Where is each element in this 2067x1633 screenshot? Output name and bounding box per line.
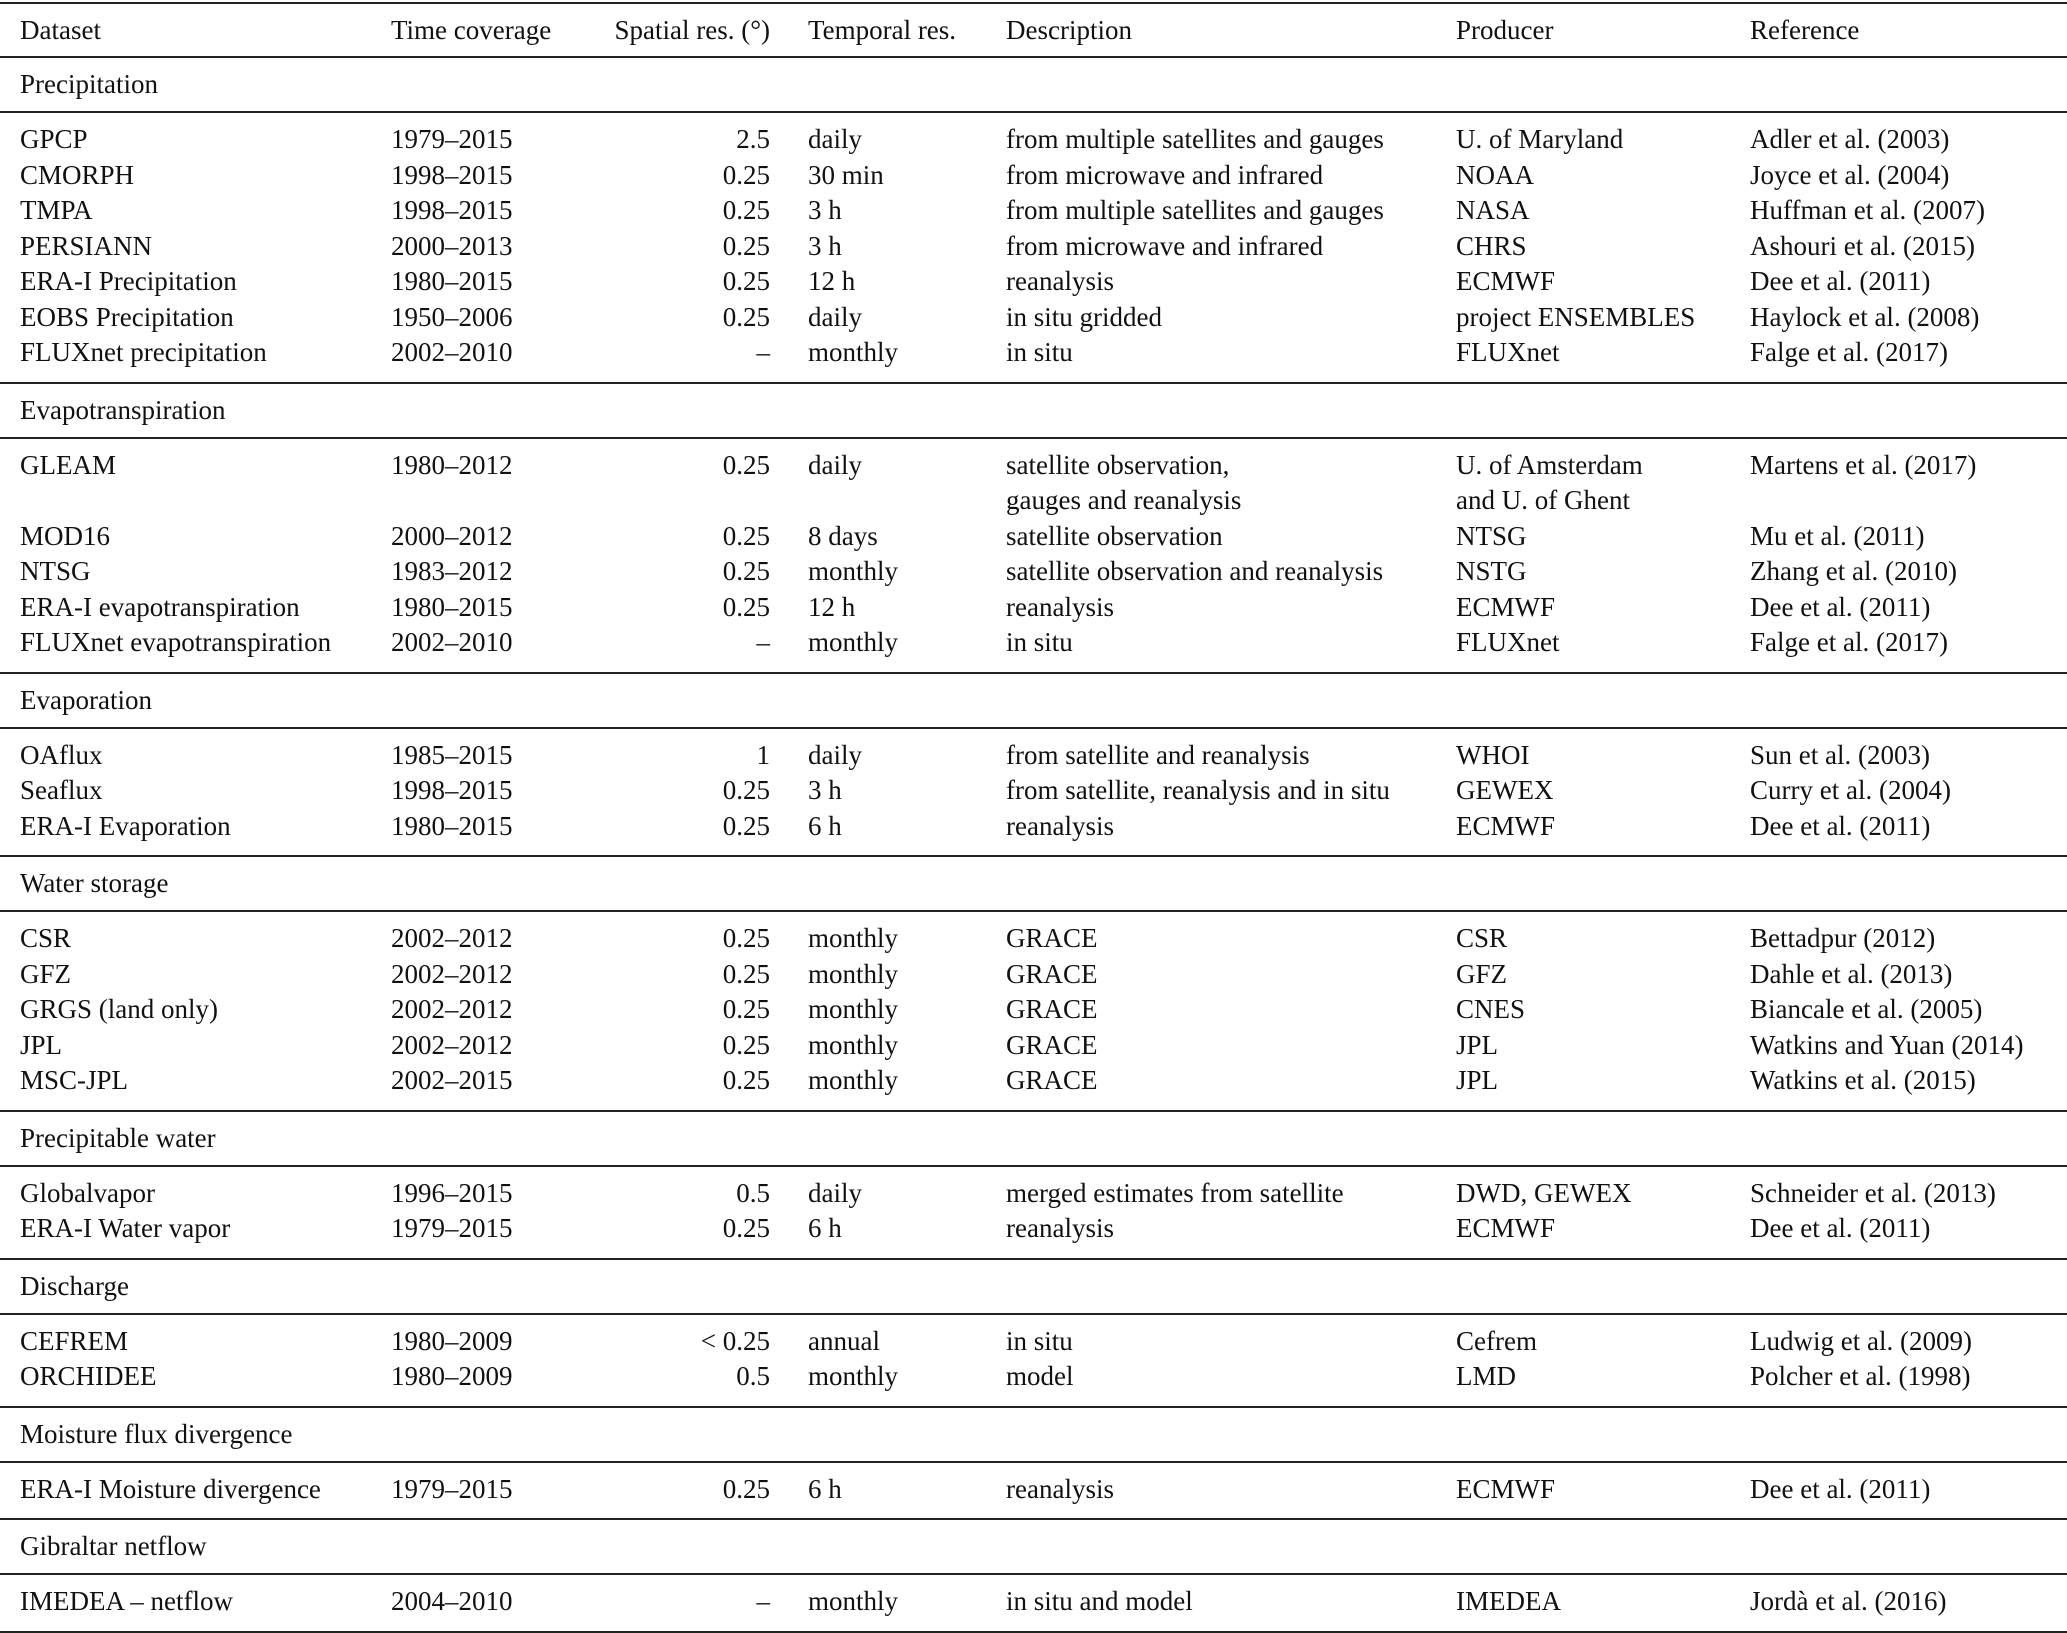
cell-time-coverage: 1998–2015 (391, 159, 513, 190)
cell-producer: U. of Maryland (1456, 124, 1624, 154)
cell-time-coverage: 1980–2009 (391, 1361, 513, 1391)
cell-spatial-res: 1 (756, 739, 770, 770)
cell-spatial-res: 0.25 (722, 923, 770, 953)
cell-temporal-res: 6 h (808, 1213, 842, 1243)
table-row (0, 809, 2067, 845)
cell-time-coverage: 1979–2015 (391, 1213, 513, 1243)
table-row (0, 1584, 2067, 1620)
section-header (0, 58, 2067, 113)
cell-temporal-res: monthly (808, 1065, 899, 1095)
cell-description: model (1006, 1361, 1074, 1391)
cell-time-coverage: 2000–2012 (391, 520, 513, 551)
cell-temporal-res: 6 h (808, 1473, 842, 1504)
cell-producer: ECMWF (1456, 591, 1556, 622)
cell-spatial-res: – (756, 627, 770, 657)
table-body (0, 58, 2067, 1633)
cell-description: from satellite, reanalysis and in situ (1006, 775, 1390, 805)
section-header (0, 1520, 2067, 1575)
cell-temporal-res: monthly (808, 1029, 899, 1060)
cell-dataset: ERA-I Moisture divergence (20, 1473, 321, 1504)
cell-producer: NOAA (1456, 159, 1534, 190)
cell-reference: Biancale et al. (2005) (1750, 994, 1983, 1024)
section-header (0, 384, 2067, 439)
cell-description: satellite observation and reanalysis (1006, 556, 1384, 586)
section-title: Moisture flux divergence (20, 1418, 293, 1449)
table-row (0, 625, 2067, 661)
cell-time-coverage: 1980–2012 (391, 449, 513, 480)
cell-dataset: GRGS (land only) (20, 994, 218, 1024)
cell-spatial-res: 0.25 (722, 775, 770, 805)
cell-reference: Dee et al. (2011) (1750, 1473, 1931, 1504)
cell-producer: U. of Amsterdam (1456, 449, 1643, 480)
section-group (0, 912, 2067, 1112)
table-row (0, 957, 2067, 993)
cell-reference: Dee et al. (2011) (1750, 591, 1931, 622)
cell-dataset: GLEAM (20, 449, 116, 480)
cell-producer: ECMWF (1456, 1473, 1556, 1504)
cell-description: GRACE (1006, 923, 1098, 953)
cell-time-coverage: 1979–2015 (391, 124, 513, 154)
cell-temporal-res: daily (808, 449, 862, 480)
cell-temporal-res: monthly (808, 556, 899, 586)
cell-temporal-res: daily (808, 124, 862, 154)
table-row (0, 158, 2067, 194)
cell-time-coverage: 2002–2010 (391, 627, 513, 657)
cell-temporal-res: annual (808, 1325, 880, 1356)
cell-producer: JPL (1456, 1029, 1499, 1060)
cell-spatial-res: 0.25 (722, 520, 770, 551)
table-row (0, 335, 2067, 371)
cell-temporal-res: monthly (808, 337, 899, 367)
cell-dataset: ERA-I Precipitation (20, 266, 237, 296)
cell-dataset: MSC-JPL (20, 1065, 129, 1095)
cell-time-coverage: 1980–2015 (391, 810, 513, 841)
cell-description: in situ and model (1006, 1586, 1193, 1616)
cell-reference: Dee et al. (2011) (1750, 1213, 1931, 1243)
table-row (0, 1176, 2067, 1212)
cell-spatial-res: 0.5 (736, 1177, 770, 1208)
cell-description: merged estimates from satellite (1006, 1177, 1344, 1208)
cell-time-coverage: 2004–2010 (391, 1586, 513, 1616)
cell-temporal-res: daily (808, 301, 862, 332)
section-title: Gibraltar netflow (20, 1531, 207, 1561)
cell-time-coverage: 1979–2015 (391, 1473, 513, 1504)
table-row (0, 773, 2067, 809)
cell-temporal-res: monthly (808, 1586, 899, 1616)
cell-reference: Haylock et al. (2008) (1750, 301, 1980, 332)
cell-reference: Dee et al. (2011) (1750, 810, 1931, 841)
cell-temporal-res: 3 h (808, 195, 842, 225)
cell-temporal-res: monthly (808, 923, 899, 953)
cell-spatial-res: 0.25 (722, 1029, 770, 1060)
cell-producer: ECMWF (1456, 1213, 1556, 1243)
section-group (0, 1167, 2067, 1260)
table-row (0, 193, 2067, 229)
cell-description: GRACE (1006, 1029, 1098, 1060)
cell-producer: JPL (1456, 1065, 1499, 1095)
cell-description: GRACE (1006, 958, 1098, 989)
section-header (0, 857, 2067, 912)
section-group (0, 729, 2067, 858)
cell-spatial-res: 0.25 (722, 1473, 770, 1504)
cell-temporal-res: 3 h (808, 230, 842, 261)
cell-dataset: GPCP (20, 124, 88, 154)
cell-description: reanalysis (1006, 1213, 1114, 1243)
table-header (0, 4, 2067, 58)
table-row (0, 483, 2067, 519)
cell-spatial-res: 0.25 (722, 449, 770, 480)
cell-dataset: Seaflux (20, 775, 103, 805)
table-row (0, 1324, 2067, 1360)
cell-producer: DWD, GEWEX (1456, 1177, 1632, 1208)
cell-temporal-res: 8 days (808, 520, 878, 551)
cell-producer: and U. of Ghent (1456, 485, 1630, 515)
header-dataset: Dataset (20, 15, 101, 45)
cell-description: reanalysis (1006, 591, 1114, 622)
cell-temporal-res: 6 h (808, 810, 842, 841)
section-group (0, 1315, 2067, 1408)
section-header (0, 1408, 2067, 1463)
cell-producer: ECMWF (1456, 810, 1556, 841)
cell-description: GRACE (1006, 994, 1098, 1024)
cell-reference: Bettadpur (2012) (1750, 923, 1936, 953)
cell-producer: CSR (1456, 923, 1508, 953)
cell-dataset: CMORPH (20, 159, 135, 190)
cell-dataset: JPL (20, 1029, 63, 1060)
cell-reference: Adler et al. (2003) (1750, 124, 1950, 154)
cell-dataset: PERSIANN (20, 230, 153, 261)
cell-producer: FLUXnet (1456, 337, 1560, 367)
cell-temporal-res: 12 h (808, 266, 856, 296)
cell-time-coverage: 1998–2015 (391, 775, 513, 805)
cell-reference: Huffman et al. (2007) (1750, 195, 1985, 225)
cell-time-coverage: 2002–2015 (391, 1065, 513, 1095)
cell-time-coverage: 1985–2015 (391, 739, 513, 770)
cell-description: from microwave and infrared (1006, 159, 1324, 190)
table-row (0, 300, 2067, 336)
cell-time-coverage: 1950–2006 (391, 301, 513, 332)
cell-reference: Polcher et al. (1998) (1750, 1361, 1971, 1391)
cell-dataset: Globalvapor (20, 1177, 155, 1208)
cell-producer: Cefrem (1456, 1325, 1537, 1356)
table-row (0, 992, 2067, 1028)
cell-producer: FLUXnet (1456, 627, 1560, 657)
section-title: Water storage (20, 868, 169, 898)
table-row (0, 229, 2067, 265)
section-header (0, 1260, 2067, 1315)
cell-spatial-res: 0.25 (722, 266, 770, 296)
cell-reference: Falge et al. (2017) (1750, 337, 1948, 367)
cell-reference: Ludwig et al. (2009) (1750, 1325, 1972, 1356)
cell-description: gauges and reanalysis (1006, 485, 1242, 515)
cell-reference: Mu et al. (2011) (1750, 520, 1925, 551)
table-row (0, 1063, 2067, 1099)
cell-time-coverage: 2002–2012 (391, 994, 513, 1024)
cell-reference: Ashouri et al. (2015) (1750, 230, 1975, 261)
cell-dataset: FLUXnet precipitation (20, 337, 267, 367)
cell-producer: project ENSEMBLES (1456, 301, 1696, 332)
cell-spatial-res: 0.25 (722, 230, 770, 261)
cell-dataset: ERA-I Evaporation (20, 810, 231, 841)
table-row (0, 519, 2067, 555)
cell-time-coverage: 1980–2015 (391, 591, 513, 622)
cell-spatial-res: 0.25 (722, 1065, 770, 1095)
cell-time-coverage: 1980–2015 (391, 266, 513, 296)
header-producer: Producer (1456, 15, 1554, 45)
table-row (0, 1211, 2067, 1247)
cell-producer: NTSG (1456, 520, 1527, 551)
cell-description: in situ (1006, 627, 1073, 657)
cell-reference: Martens et al. (2017) (1750, 449, 1977, 480)
section-group (0, 113, 2067, 384)
cell-dataset: IMEDEA – netflow (20, 1586, 233, 1616)
datasets-table (0, 2, 2067, 1633)
section-title: Evapotranspiration (20, 394, 226, 425)
cell-description: reanalysis (1006, 1473, 1114, 1504)
cell-spatial-res: 0.25 (722, 591, 770, 622)
cell-spatial-res: 0.5 (736, 1361, 770, 1391)
section-group (0, 439, 2067, 674)
cell-description: in situ gridded (1006, 301, 1162, 332)
section-header (0, 1112, 2067, 1167)
cell-dataset: TMPA (20, 195, 93, 225)
table-row (0, 1472, 2067, 1508)
header-reference: Reference (1750, 15, 1860, 45)
cell-time-coverage: 2000–2013 (391, 230, 513, 261)
cell-description: from multiple satellites and gauges (1006, 195, 1384, 225)
cell-reference: Dahle et al. (2013) (1750, 958, 1953, 989)
cell-reference: Curry et al. (2004) (1750, 775, 1951, 805)
cell-time-coverage: 2002–2010 (391, 337, 513, 367)
cell-reference: Joyce et al. (2004) (1750, 159, 1950, 190)
cell-description: from satellite and reanalysis (1006, 739, 1310, 770)
table-row (0, 554, 2067, 590)
cell-time-coverage: 1983–2012 (391, 556, 513, 586)
cell-description: in situ (1006, 337, 1073, 367)
cell-producer: GEWEX (1456, 775, 1554, 805)
cell-spatial-res: < 0.25 (700, 1325, 770, 1356)
table-row (0, 590, 2067, 626)
table-row (0, 921, 2067, 957)
header-spatial-res: Spatial res. (°) (614, 15, 770, 45)
cell-spatial-res: 0.25 (722, 1213, 770, 1243)
cell-temporal-res: daily (808, 739, 862, 770)
cell-dataset: ERA-I Water vapor (20, 1213, 231, 1243)
table-row (0, 1359, 2067, 1395)
cell-temporal-res: monthly (808, 1361, 899, 1391)
cell-producer: CNES (1456, 994, 1526, 1024)
cell-producer: CHRS (1456, 230, 1527, 261)
cell-reference: Falge et al. (2017) (1750, 627, 1948, 657)
cell-producer: NASA (1456, 195, 1530, 225)
cell-spatial-res: – (756, 1586, 770, 1616)
cell-producer: NSTG (1456, 556, 1527, 586)
table-row (0, 264, 2067, 300)
cell-time-coverage: 1998–2015 (391, 195, 513, 225)
cell-spatial-res: – (756, 337, 770, 367)
cell-description: GRACE (1006, 1065, 1098, 1095)
table-row (0, 1028, 2067, 1064)
cell-time-coverage: 2002–2012 (391, 1029, 513, 1060)
cell-producer: GFZ (1456, 958, 1508, 989)
cell-time-coverage: 1996–2015 (391, 1177, 513, 1208)
table-row (0, 448, 2067, 484)
cell-reference: Schneider et al. (2013) (1750, 1177, 1996, 1208)
cell-spatial-res: 0.25 (722, 195, 770, 225)
cell-spatial-res: 0.25 (722, 159, 770, 190)
section-title: Evaporation (20, 684, 152, 715)
cell-description: satellite observation (1006, 520, 1223, 551)
cell-dataset: GFZ (20, 958, 72, 989)
cell-producer: LMD (1456, 1361, 1516, 1391)
header-description: Description (1006, 15, 1132, 45)
section-group (0, 1575, 2067, 1633)
cell-spatial-res: 0.25 (722, 958, 770, 989)
table-row (0, 738, 2067, 774)
cell-spatial-res: 0.25 (722, 810, 770, 841)
cell-time-coverage: 1980–2009 (391, 1325, 513, 1356)
cell-reference: Sun et al. (2003) (1750, 739, 1930, 770)
cell-reference: Dee et al. (2011) (1750, 266, 1931, 296)
cell-dataset: NTSG (20, 556, 91, 586)
cell-temporal-res: monthly (808, 994, 899, 1024)
cell-producer: WHOI (1456, 739, 1530, 770)
cell-dataset: MOD16 (20, 520, 111, 551)
cell-spatial-res: 2.5 (736, 124, 770, 154)
cell-reference: Watkins and Yuan (2014) (1750, 1029, 2024, 1060)
cell-temporal-res: 12 h (808, 591, 856, 622)
section-title: Discharge (20, 1270, 129, 1301)
section-header (0, 674, 2067, 729)
section-group (0, 1463, 2067, 1521)
cell-description: in situ (1006, 1325, 1073, 1356)
cell-dataset: EOBS Precipitation (20, 301, 234, 332)
cell-temporal-res: 3 h (808, 775, 842, 805)
cell-temporal-res: 30 min (808, 159, 884, 190)
cell-description: reanalysis (1006, 810, 1114, 841)
table-row (0, 122, 2067, 158)
cell-temporal-res: monthly (808, 627, 899, 657)
cell-reference: Jordà et al. (2016) (1750, 1586, 1947, 1616)
header-temporal-res: Temporal res. (808, 15, 957, 45)
cell-temporal-res: monthly (808, 958, 899, 989)
cell-producer: IMEDEA (1456, 1586, 1561, 1616)
section-title: Precipitation (20, 69, 158, 99)
cell-dataset: ERA-I evapotranspiration (20, 591, 300, 622)
cell-temporal-res: daily (808, 1177, 862, 1208)
cell-time-coverage: 2002–2012 (391, 958, 513, 989)
cell-description: from microwave and infrared (1006, 230, 1324, 261)
cell-description: satellite observation, (1006, 449, 1230, 480)
cell-dataset: ORCHIDEE (20, 1361, 157, 1391)
header-time-coverage: Time coverage (391, 15, 552, 45)
cell-description: from multiple satellites and gauges (1006, 124, 1384, 154)
cell-dataset: OAflux (20, 739, 103, 770)
cell-dataset: CSR (20, 923, 72, 953)
cell-producer: ECMWF (1456, 266, 1556, 296)
cell-spatial-res: 0.25 (722, 301, 770, 332)
section-title: Precipitable water (20, 1122, 216, 1153)
cell-dataset: FLUXnet evapotranspiration (20, 627, 332, 657)
cell-spatial-res: 0.25 (722, 556, 770, 586)
cell-description: reanalysis (1006, 266, 1114, 296)
cell-dataset: CEFREM (20, 1325, 129, 1356)
cell-time-coverage: 2002–2012 (391, 923, 513, 953)
cell-spatial-res: 0.25 (722, 994, 770, 1024)
cell-reference: Watkins et al. (2015) (1750, 1065, 1976, 1095)
cell-reference: Zhang et al. (2010) (1750, 556, 1957, 586)
